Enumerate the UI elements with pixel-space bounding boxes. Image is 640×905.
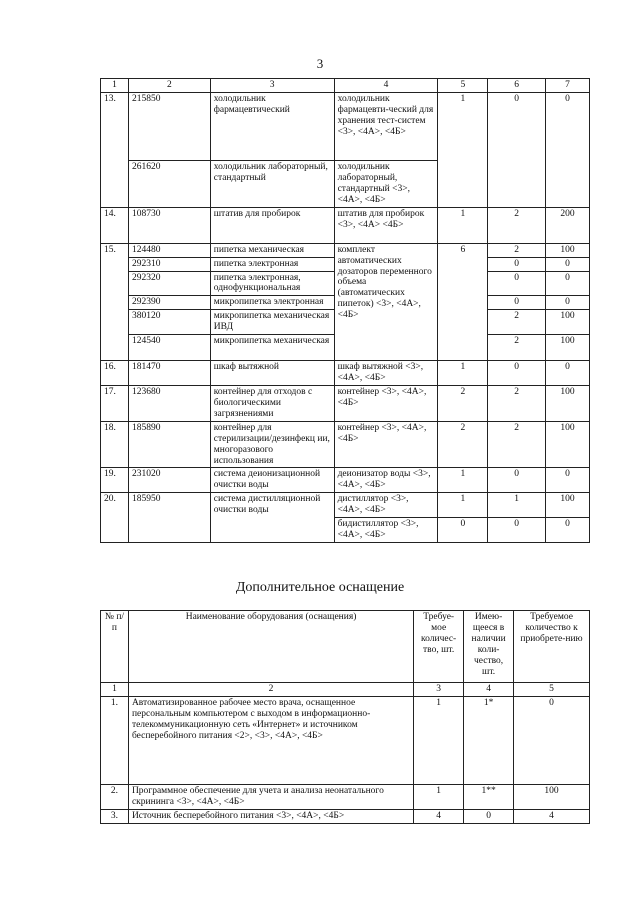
name-cell: пипетка электронная, однофункциональная [210, 271, 334, 296]
category-cell: холодильник фармацевти-ческий для хранения тест-систем <3>, <4А>, <4Б> [334, 93, 438, 161]
category-cell: холодильник лабораторный, стандартный <3>, <4А>, <4Б> [334, 161, 438, 208]
category-cell: комплект автоматических дозаторов переменного объема (автоматических пипеток) <3>, <4А>, <4Б> [334, 243, 438, 360]
header-cell: 4 [334, 79, 438, 93]
code-cell: 292310 [128, 257, 210, 271]
header-cell: 2 [128, 79, 210, 93]
code-cell: 181470 [128, 361, 210, 386]
row-number: 1. [101, 696, 129, 784]
available-cell: 2 [488, 421, 546, 468]
name-cell: холодильник фармацевтический [210, 93, 334, 161]
header-cell: Имею-щееся в наличии коли-чество, шт. [464, 611, 514, 683]
row-number: 16. [101, 361, 129, 386]
row-number: 18. [101, 421, 129, 468]
available-cell: 2 [488, 385, 546, 421]
name-cell: штатив для пробирок [210, 207, 334, 243]
code-cell: 185950 [128, 493, 210, 543]
to-purchase-cell: 0 [546, 468, 590, 493]
name-cell: Источник бесперебойного питания <3>, <4А>, <4Б> [128, 809, 413, 823]
name-cell: Автоматизированное рабочее место врача, оснащенное персональным компьютером с выходом в информационно-телекоммуникационную сеть «Интернет» и источником бесперебойного питания <2>, <3>, <4А>, <4Б> [128, 696, 413, 784]
header-cell: 2 [128, 683, 413, 697]
available-cell: 2 [488, 310, 546, 335]
name-cell: система дистилляционной очистки воды [210, 493, 334, 543]
header-cell: 3 [210, 79, 334, 93]
name-cell: микропипетка механическая ИВД [210, 310, 334, 335]
available-cell: 0 [488, 361, 546, 386]
code-cell: 292390 [128, 296, 210, 310]
header-cell: 1 [101, 79, 129, 93]
table-row [101, 93, 590, 161]
code-cell: 185890 [128, 421, 210, 468]
to-purchase-cell: 0 [546, 93, 590, 208]
category-cell: деионизатор воды <3>, <4А>, <4Б> [334, 468, 438, 493]
to-purchase-cell: 0 [546, 271, 590, 296]
name-cell: контейнер для отходов с биологическими загрязнениями [210, 385, 334, 421]
table-row [101, 385, 590, 421]
table-header-row [101, 79, 590, 93]
header-cell: 1 [101, 683, 129, 697]
header-cell: 5 [438, 79, 488, 93]
required-cell: 6 [438, 243, 488, 360]
code-cell: 231020 [128, 468, 210, 493]
table-row [101, 361, 590, 386]
to-purchase-cell: 100 [546, 421, 590, 468]
name-cell: холодильник лабораторный, стандартный [210, 161, 334, 208]
table-header-row [101, 611, 590, 683]
additional-equipment-table [100, 610, 590, 824]
table-row [101, 696, 590, 784]
available-cell: 0 [488, 271, 546, 296]
name-cell: шкаф вытяжной [210, 361, 334, 386]
table-row [101, 243, 590, 257]
required-cell: 1 [438, 493, 488, 518]
required-cell: 0 [438, 518, 488, 543]
to-purchase-cell: 100 [546, 493, 590, 518]
required-cell: 1 [438, 361, 488, 386]
required-cell: 1 [438, 93, 488, 208]
header-cell: Наименование оборудования (оснащения) [128, 611, 413, 683]
table-row [101, 207, 590, 243]
name-cell: система деионизационной очистки воды [210, 468, 334, 493]
to-purchase-cell: 100 [546, 385, 590, 421]
name-cell: пипетка электронная [210, 257, 334, 271]
to-purchase-cell: 0 [546, 361, 590, 386]
available-cell: 1** [464, 784, 514, 809]
page-number: 3 [316, 56, 324, 71]
to-purchase-cell: 100 [546, 335, 590, 361]
required-cell: 1 [414, 696, 464, 784]
table-row [101, 784, 590, 809]
available-cell: 2 [488, 207, 546, 243]
to-purchase-cell: 100 [546, 310, 590, 335]
row-number: 13. [101, 93, 129, 208]
code-cell: 261620 [128, 161, 210, 208]
available-cell: 0 [464, 809, 514, 823]
name-cell: контейнер для стерилизации/дезинфекц ии, многоразового использования [210, 421, 334, 468]
to-purchase-cell: 100 [546, 243, 590, 257]
section-title: Дополнительное оснащение [235, 580, 405, 595]
available-cell: 0 [488, 296, 546, 310]
available-cell: 0 [488, 257, 546, 271]
row-number: 17. [101, 385, 129, 421]
row-number: 20. [101, 493, 129, 543]
category-cell: контейнер <3>, <4А>, <4Б> [334, 421, 438, 468]
row-number: 14. [101, 207, 129, 243]
available-cell: 0 [488, 518, 546, 543]
name-cell: микропипетка механическая [210, 335, 334, 361]
category-cell: штатив для пробирок <3>, <4А> <4Б> [334, 207, 438, 243]
header-cell: 4 [464, 683, 514, 697]
header-cell: 5 [514, 683, 590, 697]
name-cell: Программное обеспечение для учета и анализа неонатального скрининга <3>, <4А>, <4Б> [128, 784, 413, 809]
available-cell: 1 [488, 493, 546, 518]
to-purchase-cell: 4 [514, 809, 590, 823]
code-cell: 380120 [128, 310, 210, 335]
available-cell: 2 [488, 335, 546, 361]
table-header-row [101, 683, 590, 697]
required-cell: 2 [438, 385, 488, 421]
row-number: 3. [101, 809, 129, 823]
row-number: 19. [101, 468, 129, 493]
code-cell: 123680 [128, 385, 210, 421]
category-cell: дистиллятор <3>, <4А>, <4Б> [334, 493, 438, 518]
header-cell: № п/п [101, 611, 129, 683]
category-cell: шкаф вытяжной <3>, <4А>, <4Б> [334, 361, 438, 386]
name-cell: пипетка механическая [210, 243, 334, 257]
table-row [101, 421, 590, 468]
to-purchase-cell: 0 [546, 257, 590, 271]
required-cell: 2 [438, 421, 488, 468]
code-cell: 124540 [128, 335, 210, 361]
required-cell: 4 [414, 809, 464, 823]
header-cell: Требуемое количество к приобрете-нию [514, 611, 590, 683]
row-number: 15. [101, 243, 129, 360]
category-cell: бидистиллятор <3>, <4А>, <4Б> [334, 518, 438, 543]
available-cell: 0 [488, 468, 546, 493]
header-cell: 6 [488, 79, 546, 93]
table-row [101, 468, 590, 493]
header-cell: Требуе-мое количес-тво, шт. [414, 611, 464, 683]
required-cell: 1 [414, 784, 464, 809]
code-cell: 108730 [128, 207, 210, 243]
code-cell: 292320 [128, 271, 210, 296]
equipment-table [100, 78, 590, 543]
available-cell: 2 [488, 243, 546, 257]
header-cell: 7 [546, 79, 590, 93]
code-cell: 124480 [128, 243, 210, 257]
to-purchase-cell: 0 [514, 696, 590, 784]
header-cell: 3 [414, 683, 464, 697]
required-cell: 1 [438, 207, 488, 243]
table-row [101, 809, 590, 823]
required-cell: 1 [438, 468, 488, 493]
available-cell: 1* [464, 696, 514, 784]
table-row [101, 493, 590, 518]
row-number: 2. [101, 784, 129, 809]
to-purchase-cell: 100 [514, 784, 590, 809]
name-cell: микропипетка электронная [210, 296, 334, 310]
to-purchase-cell: 0 [546, 518, 590, 543]
available-cell: 0 [488, 93, 546, 208]
category-cell: контейнер <3>, <4А>, <4Б> [334, 385, 438, 421]
to-purchase-cell: 200 [546, 207, 590, 243]
to-purchase-cell: 0 [546, 296, 590, 310]
code-cell: 215850 [128, 93, 210, 161]
